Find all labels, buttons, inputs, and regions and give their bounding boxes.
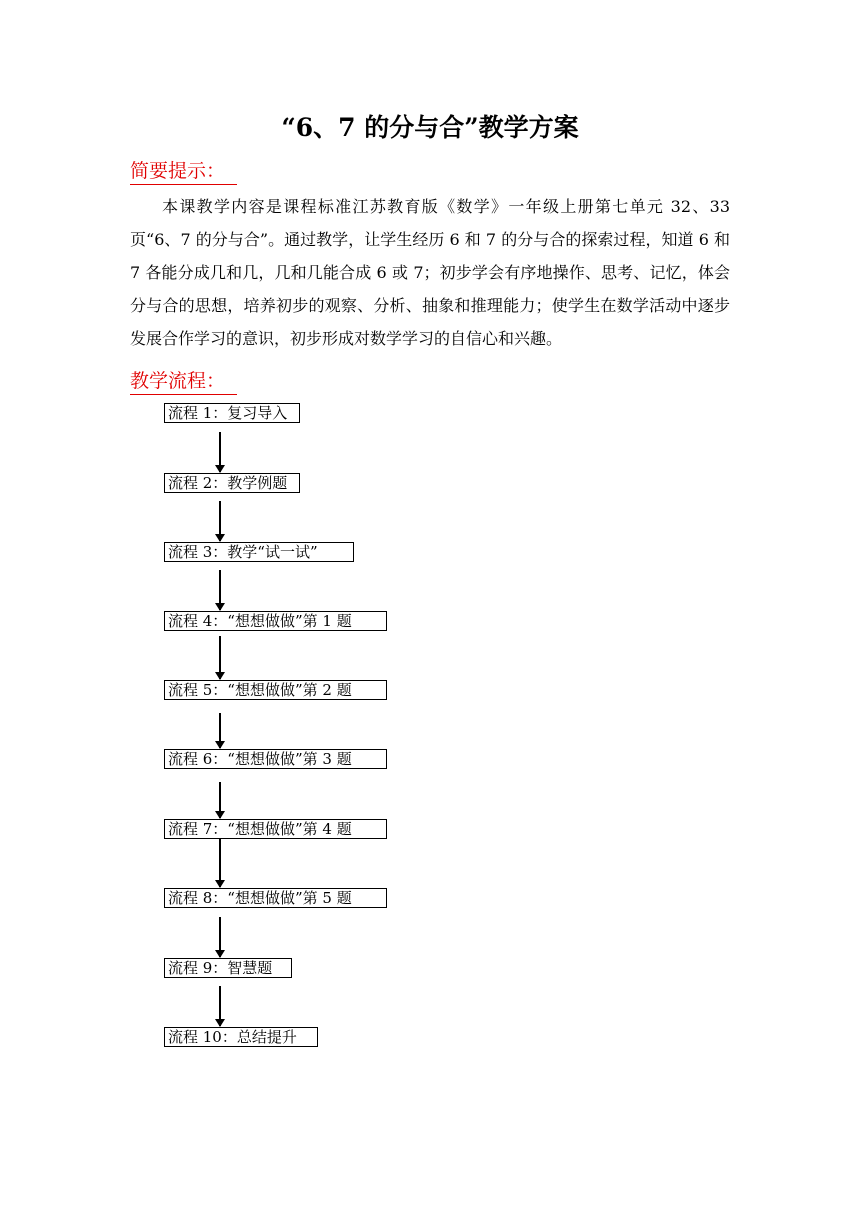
flow-step-6: 流程 6：“想想做做”第 3 题 bbox=[164, 749, 387, 769]
flow-step-7: 流程 7：“想想做做”第 4 题 bbox=[164, 819, 387, 839]
flow-arrow bbox=[219, 432, 221, 472]
page-title: “6、7 的分与合”教学方案 bbox=[281, 113, 579, 142]
flow-arrow bbox=[219, 636, 221, 679]
flow-step-9: 流程 9：智慧题 bbox=[164, 958, 292, 978]
flow-step-10: 流程 10：总结提升 bbox=[164, 1027, 318, 1047]
flow-arrow bbox=[219, 782, 221, 818]
flow-step-5: 流程 5：“想想做做”第 2 题 bbox=[164, 680, 387, 700]
flow-step-3: 流程 3：教学“试一试” bbox=[164, 542, 354, 562]
flow-step-1: 流程 1：复习导入 bbox=[164, 403, 300, 423]
flow-step-8: 流程 8：“想想做做”第 5 题 bbox=[164, 888, 387, 908]
flow-arrow bbox=[219, 713, 221, 748]
flow-arrow bbox=[219, 501, 221, 541]
flow-step-2: 流程 2：教学例题 bbox=[164, 473, 300, 493]
process-heading: 教学流程： bbox=[130, 368, 237, 395]
summary-heading: 简要提示： bbox=[130, 158, 237, 185]
flow-arrow bbox=[219, 917, 221, 957]
flow-step-4: 流程 4：“想想做做”第 1 题 bbox=[164, 611, 387, 631]
flow-arrow bbox=[219, 986, 221, 1026]
summary-paragraph: 本课教学内容是课程标准江苏教育版《数学》一年级上册第七单元 32、33 页“6、7 的分与合”。通过教学，让学生经历 6 和 7 的分与合的探索过程，知道 6 和 7 各能分成几和几，几和几能合成 6 或 7；初步学会有序地操作、思考、记忆，体会分与合的思想，培养初步的观察、分析、抽象和推理能力；使学生在数学活动中逐步发展合作学习的意识，初步形成对数学学习的自信心和兴趣。 bbox=[130, 197, 730, 348]
flow-arrow bbox=[219, 570, 221, 610]
flow-arrow bbox=[219, 839, 221, 887]
